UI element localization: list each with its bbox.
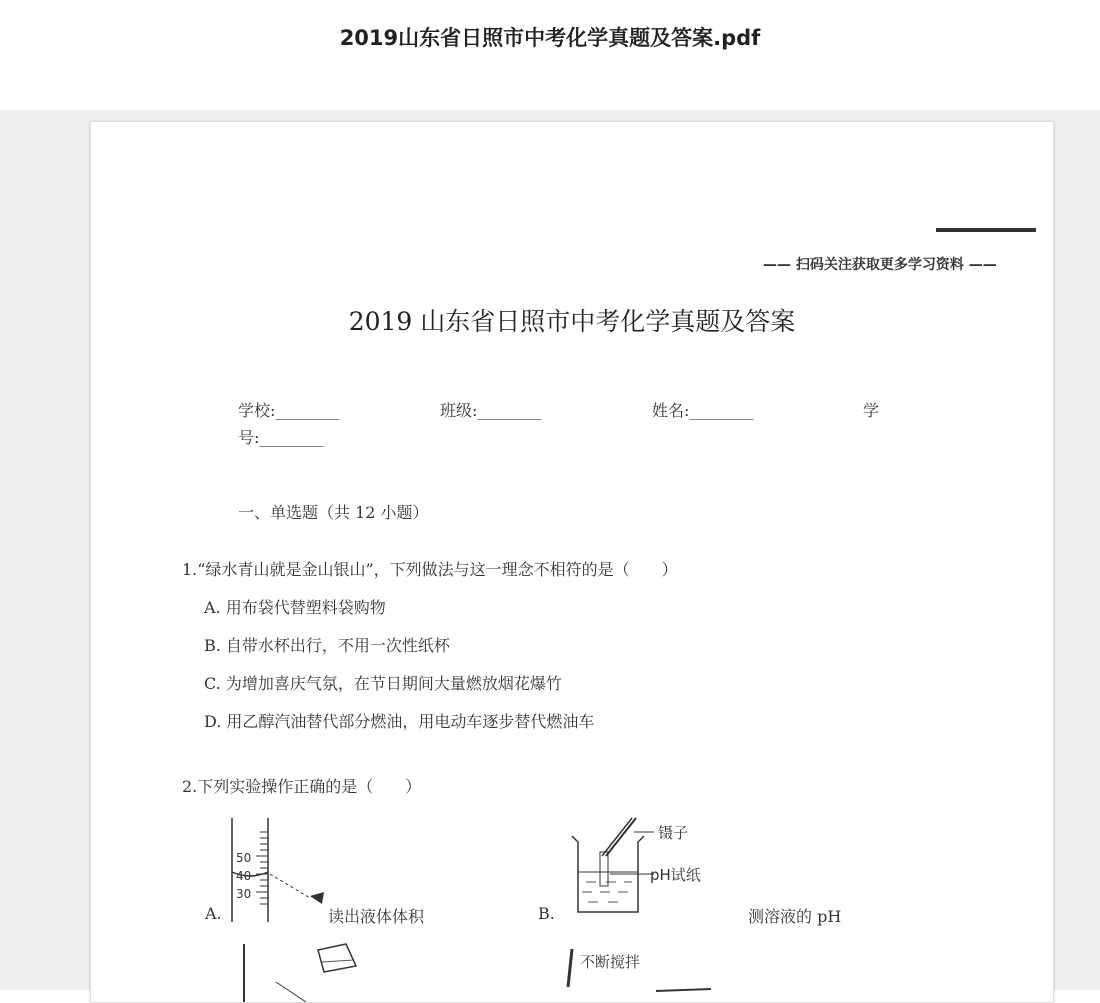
question-2-stem: 2.下列实验操作正确的是（ ） [182, 777, 422, 796]
pdf-page [90, 121, 1054, 1003]
title-bar [0, 0, 1100, 110]
page-heading: 2019 山东省日照市中考化学真题及答案 [348, 307, 796, 336]
cylinder-diagram [226, 812, 336, 927]
question-2-option-b-letter: B. [538, 904, 555, 923]
document-title: 2019山东省日照市中考化学真题及答案.pdf [339, 26, 761, 50]
section-title: 一、单选题（共 12 小题） [238, 503, 429, 522]
tweezers-label: 镊子 [658, 824, 689, 842]
question-1-option-a: A. 用布袋代替塑料袋购物 [204, 598, 386, 617]
cylinder-tick-40: 40 [236, 869, 252, 883]
school-field: 学校:________ [238, 401, 340, 420]
promo-banner: —— 扫码关注获取更多学习资料 —— [763, 257, 997, 273]
name-field: 姓名:________ [652, 401, 754, 420]
cylinder-tick-30: 30 [236, 887, 252, 901]
student-number-field-part2: 号:________ [238, 428, 324, 447]
qr-code-fragment [936, 228, 1036, 242]
stir-label: 不断搅拌 [580, 953, 641, 971]
question-1-stem: 1.“绿水青山就是金山银山”，下列做法与这一理念不相符的是（ ） [182, 560, 678, 579]
class-field: 班级:________ [440, 401, 542, 420]
filtration-diagram [226, 942, 376, 1002]
question-2-option-b-caption: 测溶液的 pH [748, 907, 842, 926]
evaporation-diagram [566, 947, 736, 1002]
student-number-field-part1: 学 [863, 401, 880, 420]
question-2-option-a-caption: 读出液体体积 [328, 907, 425, 926]
question-1-option-c: C. 为增加喜庆气氛，在节日期间大量燃放烟花爆竹 [204, 674, 562, 693]
ph-paper-label: pH试纸 [650, 866, 701, 884]
question-1-option-b: B. 自带水杯出行，不用一次性纸杯 [204, 636, 450, 655]
eye-icon [310, 892, 324, 904]
question-2-option-a-letter: A. [205, 904, 222, 923]
cylinder-tick-50: 50 [236, 851, 252, 865]
beaker-ph-diagram [566, 812, 736, 927]
question-1-option-d: D. 用乙醇汽油替代部分燃油，用电动车逐步替代燃油车 [204, 712, 595, 731]
